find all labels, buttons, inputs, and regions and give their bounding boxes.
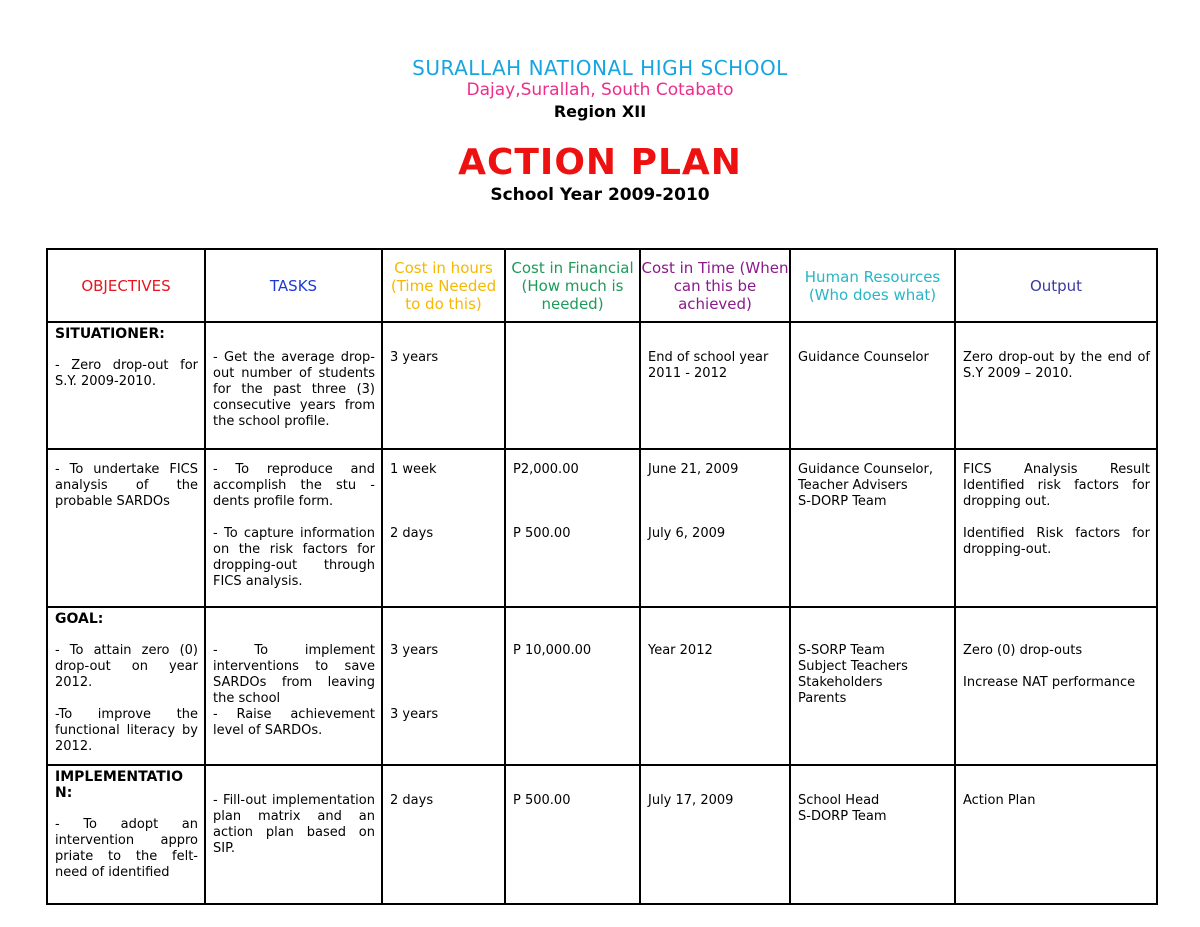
col-human-resources: Human Resources (Who does what) xyxy=(790,249,955,322)
human-cell xyxy=(790,607,955,765)
human-line: Guidance Counselor, xyxy=(798,462,933,477)
hours-value: 1 week xyxy=(390,462,437,477)
hours-value: 3 years xyxy=(390,643,439,658)
col-objectives: OBJECTIVES xyxy=(47,249,205,322)
task-cell xyxy=(205,322,382,449)
financial-cell: P 500.00 xyxy=(505,765,640,904)
human-line: S-DORP Team xyxy=(798,494,887,509)
table-row xyxy=(47,765,1157,904)
objective-text: - To adopt an intervention appro priate to the felt-need of identified xyxy=(55,817,198,879)
section-label: GOAL: xyxy=(55,611,104,627)
human-cell xyxy=(790,765,955,904)
school-address: Dajay,Surallah, South Cotabato xyxy=(466,80,734,100)
hours-cell: 3 years xyxy=(382,322,505,449)
objective-text: - To undertake FICS analysis of the probable SARDOs xyxy=(55,462,198,509)
financial-value: P 500.00 xyxy=(513,526,571,541)
col-tasks: TASKS xyxy=(205,249,382,322)
col-cost-time: Cost in Time (When can this be achieved) xyxy=(640,249,790,322)
objective-text: -To improve the functional literacy by 2012. xyxy=(55,707,198,754)
output-text: FICS Analysis Result Identified risk factors for dropping out. xyxy=(963,462,1150,509)
table-row xyxy=(47,449,1157,607)
hours-cell xyxy=(382,607,505,765)
human-line: S-SORP Team xyxy=(798,643,885,658)
output-text: Zero (0) drop-outs xyxy=(963,643,1083,658)
task-cell xyxy=(205,607,382,765)
task-text: - Raise achievement level of SARDOs. xyxy=(213,707,375,738)
task-text: - To implement interventions to save SARDOs from leaving the school xyxy=(213,643,375,706)
output-cell: Action Plan xyxy=(955,765,1157,904)
output-cell xyxy=(955,607,1157,765)
time-cell: July 17, 2009 xyxy=(640,765,790,904)
task-text: - Fill-out implementation plan matrix and an action plan based on SIP. xyxy=(213,793,375,856)
table-row xyxy=(47,322,1157,449)
document-title: ACTION PLAN xyxy=(458,142,742,183)
col-cost-hours: Cost in hours (Time Needed to do this) xyxy=(382,249,505,322)
hours-value: 2 days xyxy=(390,526,434,541)
section-label: SITUATIONER: xyxy=(55,326,165,342)
financial-cell: P 10,000.00 xyxy=(505,607,640,765)
col-cost-financial: Cost in Financial (How much is needed) xyxy=(505,249,640,322)
school-year: School Year 2009-2010 xyxy=(490,185,710,205)
time-cell: End of school year 2011 - 2012 xyxy=(640,322,790,449)
hours-cell xyxy=(382,449,505,607)
human-cell: Guidance Counselor xyxy=(790,322,955,449)
task-text: - Get the average drop-out number of students for the past three (3) consecutive years from the school profile. xyxy=(213,350,375,429)
objective-cell xyxy=(47,449,205,607)
table-row xyxy=(47,607,1157,765)
output-cell xyxy=(955,449,1157,607)
financial-cell xyxy=(505,322,640,449)
human-line: Teacher Advisers xyxy=(798,478,908,493)
output-cell: Zero drop-out by the end of S.Y 2009 – 2010. xyxy=(955,322,1157,449)
task-cell xyxy=(205,765,382,904)
human-line: Subject Teachers xyxy=(798,659,908,674)
hours-cell: 2 days xyxy=(382,765,505,904)
table-header-row xyxy=(47,249,1157,322)
objective-cell xyxy=(47,765,205,904)
financial-value: P2,000.00 xyxy=(513,462,579,477)
time-value: June 21, 2009 xyxy=(648,462,739,477)
objective-cell xyxy=(47,607,205,765)
hours-value: 3 years xyxy=(390,707,439,722)
output-text: Identified Risk factors for dropping-out. xyxy=(963,526,1150,557)
action-plan-table xyxy=(46,248,1158,905)
time-cell xyxy=(640,449,790,607)
section-label: IMPLEMENTATION: xyxy=(55,769,183,801)
task-cell xyxy=(205,449,382,607)
time-value: July 6, 2009 xyxy=(648,526,726,541)
human-cell xyxy=(790,449,955,607)
col-output: Output xyxy=(955,249,1157,322)
objective-cell xyxy=(47,322,205,449)
time-cell: Year 2012 xyxy=(640,607,790,765)
financial-cell xyxy=(505,449,640,607)
human-line: Stakeholders xyxy=(798,675,883,690)
region-label: Region XII xyxy=(553,102,647,121)
objective-text: - To attain zero (0) drop-out on year 2012. xyxy=(55,643,198,690)
human-line: School Head xyxy=(798,793,880,808)
objective-text: - Zero drop-out for S.Y. 2009-2010. xyxy=(55,358,198,389)
human-line: S-DORP Team xyxy=(798,809,887,824)
task-text: - To reproduce and accomplish the stu - dents profile form. xyxy=(213,462,375,509)
school-name: SURALLAH NATIONAL HIGH SCHOOL xyxy=(412,56,788,80)
task-text: - To capture information on the risk factors for dropping-out through FICS analysis. xyxy=(213,526,375,589)
human-line: Parents xyxy=(798,691,847,706)
output-text: Increase NAT performance xyxy=(963,675,1136,690)
